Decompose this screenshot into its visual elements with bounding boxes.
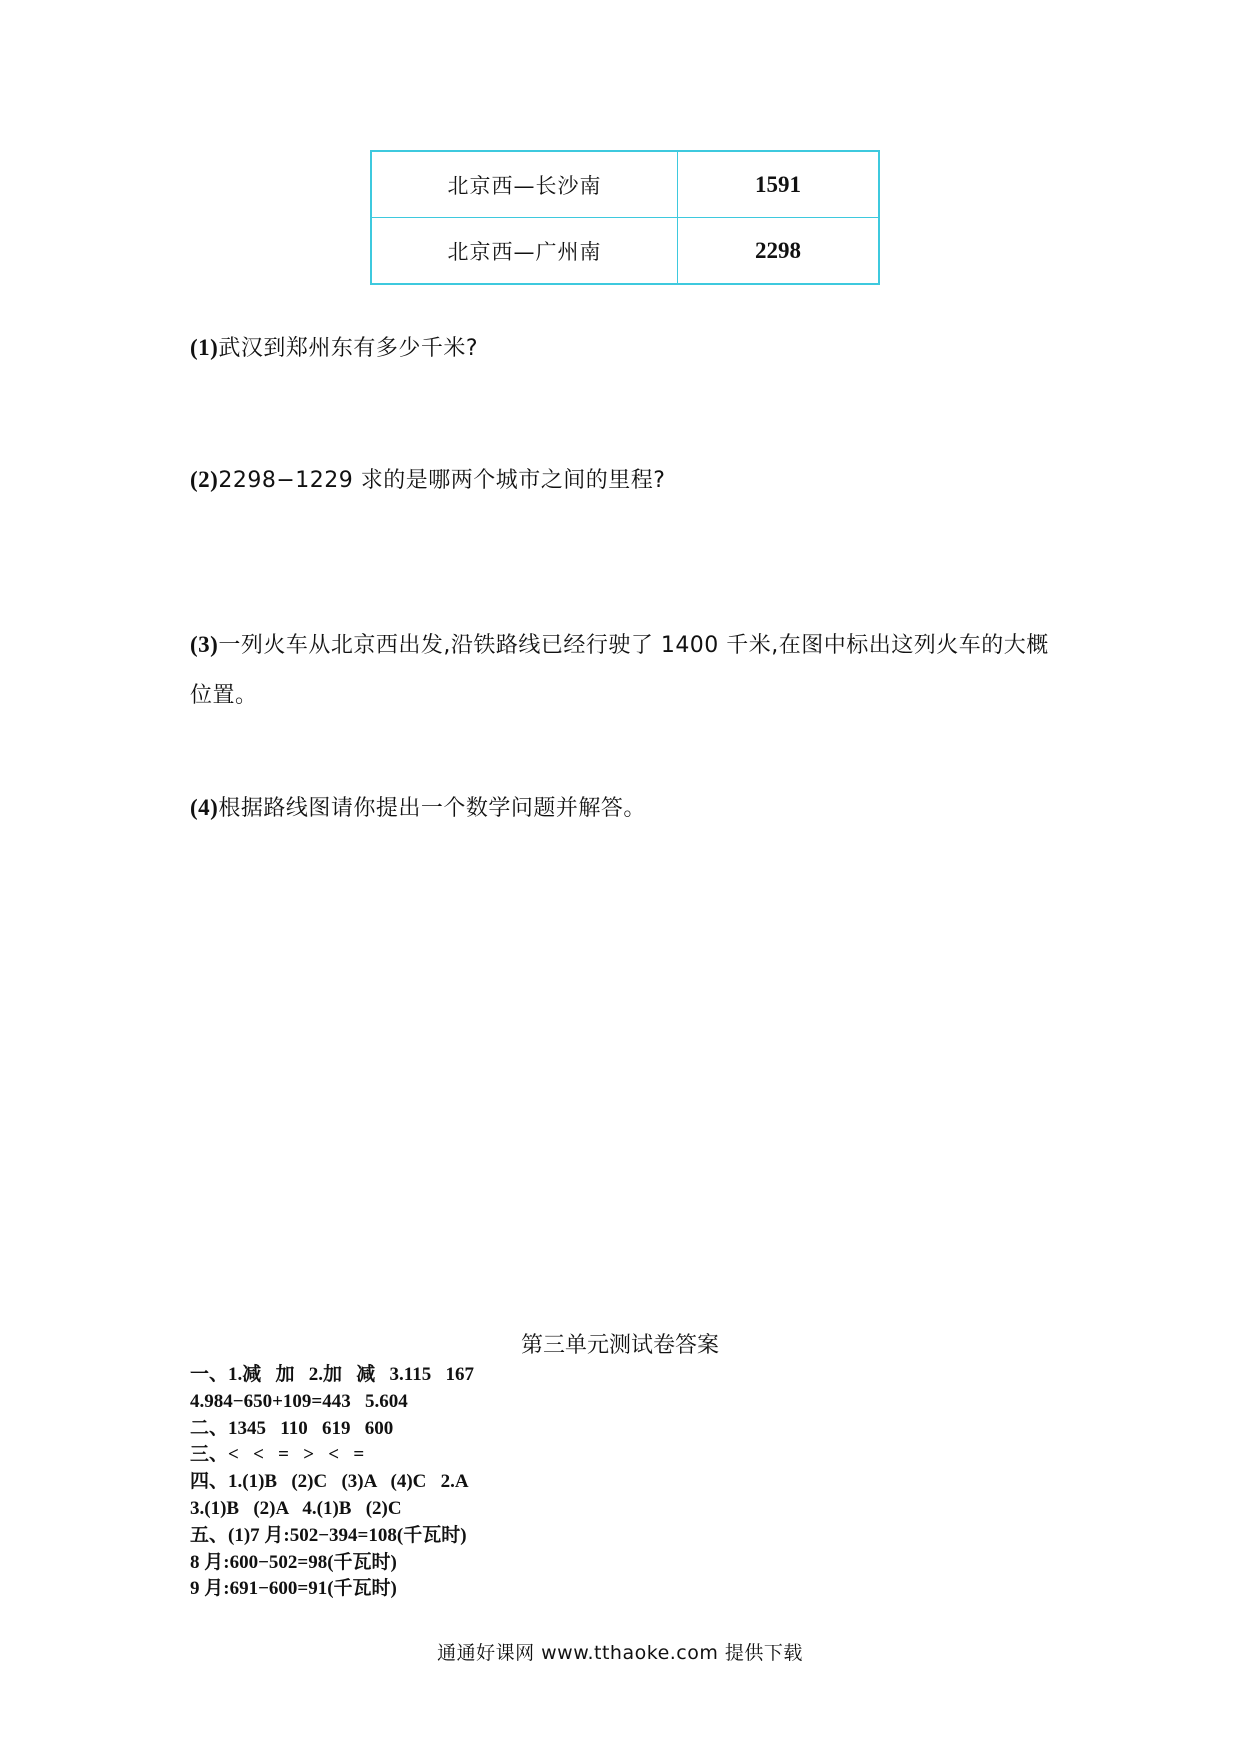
question-number: (1) — [190, 335, 219, 360]
question-text: 2298−1229 求的是哪两个城市之间的里程? — [218, 468, 666, 493]
route-cell: 北京西—长沙南 — [371, 151, 678, 218]
question-3 — [190, 620, 1070, 721]
answer-line: 二、1345 110 619 600 — [190, 1417, 394, 1439]
question-text: 一列火车从北京西出发,沿铁路线已经行驶了 1400 千米,在图中标出这列火车的大概位置。 — [190, 633, 1049, 708]
answer-line: 一、1.减 加 2.加 减 3.115 167 — [190, 1364, 474, 1385]
answer-line: 4.984−650+109=443 5.604 — [190, 1390, 408, 1412]
table-row — [371, 151, 879, 218]
question-1 — [190, 323, 478, 374]
distance-table — [370, 150, 880, 285]
question-number: (4) — [190, 795, 219, 820]
distance-cell: 2298 — [678, 218, 880, 285]
answer-line: 8 月:600−502=98(千瓦时) — [190, 1551, 397, 1573]
answer-line: 五、(1)7 月:502−394=108(千瓦时) — [190, 1524, 467, 1546]
footer-credit: 通通好课网 www.tthaoke.com 提供下载 — [437, 1642, 803, 1664]
question-text: 根据路线图请你提出一个数学问题并解答。 — [218, 796, 646, 821]
answer-line: 3.(1)B (2)A 4.(1)B (2)C — [190, 1497, 402, 1519]
answer-key-title: 第三单元测试卷答案 — [520, 1333, 719, 1358]
answer-line: 9 月:691−600=91(千瓦时) — [190, 1578, 397, 1600]
answer-line: 四、1.(1)B (2)C (3)A (4)C 2.A — [190, 1471, 469, 1493]
question-number: (3) — [190, 632, 219, 657]
route-cell: 北京西—广州南 — [371, 218, 678, 285]
table-row — [371, 218, 879, 285]
distance-cell: 1591 — [678, 151, 880, 218]
question-number: (2) — [190, 467, 219, 492]
answer-key — [190, 1362, 890, 1603]
question-text: 武汉到郑州东有多少千米? — [218, 336, 479, 361]
question-4 — [190, 783, 646, 834]
question-2 — [190, 455, 665, 506]
answer-line: 三、< < = > < = — [190, 1444, 365, 1466]
